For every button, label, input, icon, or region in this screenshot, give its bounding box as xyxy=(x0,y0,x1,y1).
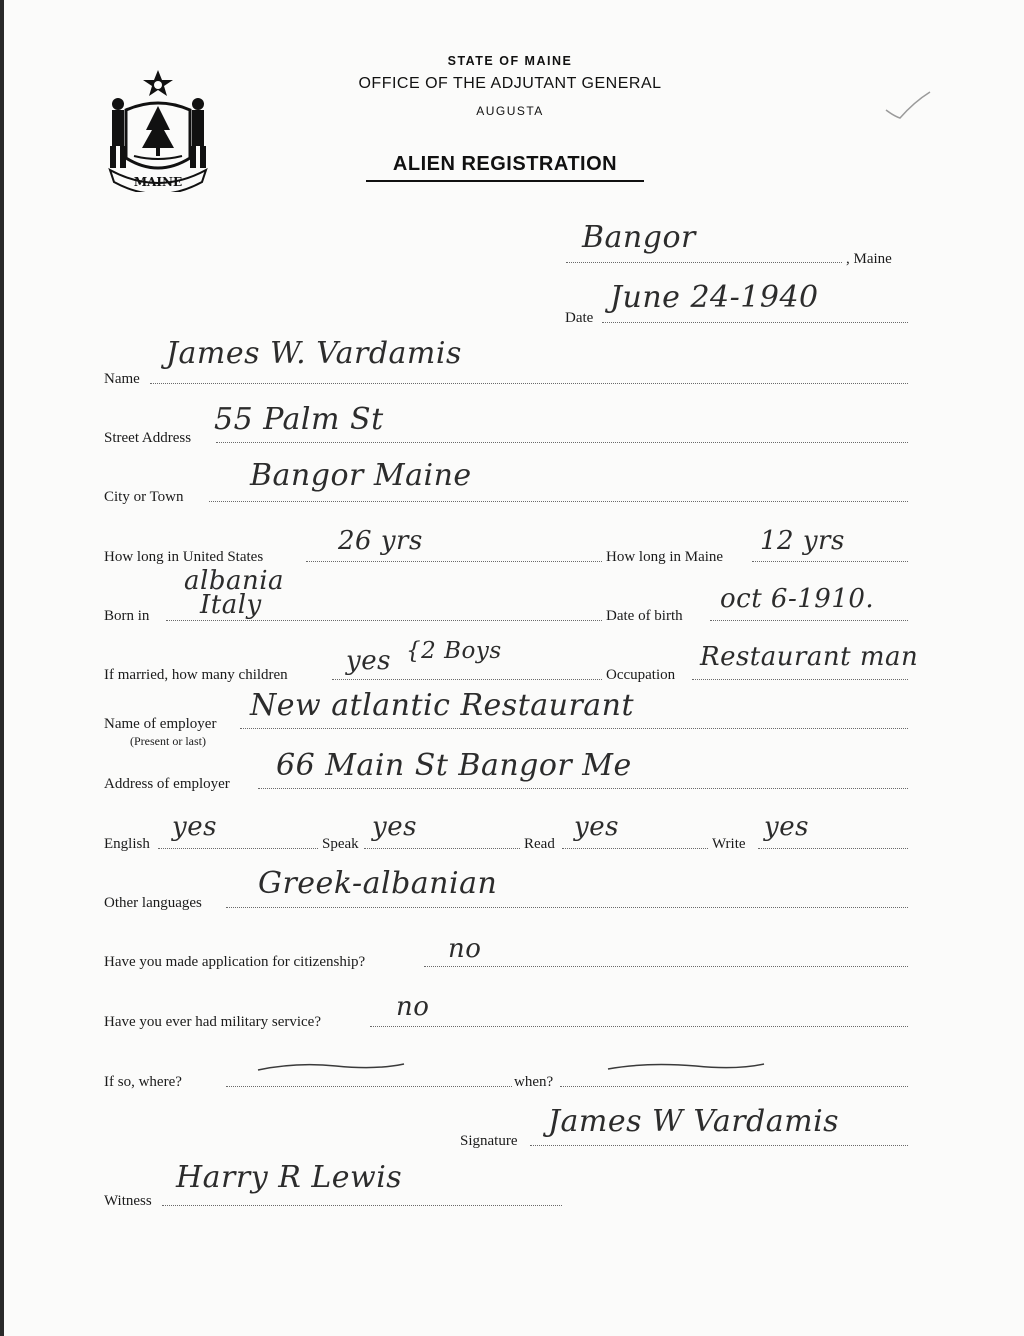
speak-entry: yes xyxy=(372,812,417,842)
married-children-label: If married, how many children xyxy=(104,667,288,683)
write-label: Write xyxy=(712,836,746,852)
read-label: Read xyxy=(524,836,555,852)
city-or-town-label: City or Town xyxy=(104,489,184,505)
date-label: Date xyxy=(565,310,594,326)
english-entry: yes xyxy=(172,812,217,842)
city-or-town-entry: Bangor Maine xyxy=(250,458,472,493)
other-languages-label: Other languages xyxy=(104,895,202,911)
when-dash-stroke xyxy=(606,1060,766,1074)
maine-suffix: , Maine xyxy=(846,251,892,267)
when-line xyxy=(560,1086,908,1087)
citizenship-entry: no xyxy=(448,934,482,964)
where-dash-stroke xyxy=(256,1060,406,1074)
military-question-label: Have you ever had military service? xyxy=(104,1014,321,1030)
date-of-birth-line xyxy=(710,620,908,621)
children-detail-entry: {2 Boys xyxy=(406,638,502,664)
how-long-maine-label: How long in Maine xyxy=(606,549,724,565)
name-label: Name xyxy=(104,371,140,387)
signature-label: Signature xyxy=(460,1133,518,1149)
city-or-town-line xyxy=(209,501,908,502)
write-line xyxy=(758,848,908,849)
title-underline xyxy=(366,180,644,182)
form-title: ALIEN REGISTRATION xyxy=(392,153,618,175)
name-of-employer-line xyxy=(240,728,908,729)
date-line xyxy=(602,322,908,323)
header-office: OFFICE OF THE ADJUTANT GENERAL xyxy=(358,75,662,92)
witness-line xyxy=(162,1205,562,1206)
signature-line xyxy=(530,1145,908,1146)
name-entry: James W. Vardamis xyxy=(166,336,462,371)
occupation-line xyxy=(692,679,908,680)
if-so-where-label: If so, where? xyxy=(104,1074,182,1090)
date-of-birth-label: Date of birth xyxy=(606,608,683,624)
other-languages-line xyxy=(226,907,908,908)
how-long-us-entry: 26 yrs xyxy=(338,526,423,556)
born-in-label: Born in xyxy=(104,608,150,624)
address-of-employer-label: Address of employer xyxy=(104,776,230,792)
street-address-entry: 55 Palm St xyxy=(214,402,384,437)
check-mark-icon xyxy=(880,88,934,124)
name-line xyxy=(150,383,908,384)
how-long-maine-line xyxy=(752,561,908,562)
occupation-label: Occupation xyxy=(606,667,676,683)
speak-line xyxy=(364,848,520,849)
how-long-us-label: How long in United States xyxy=(104,549,264,565)
town-line xyxy=(566,262,842,263)
citizenship-question-label: Have you made application for citizenship? xyxy=(104,954,366,970)
born-in-line xyxy=(166,620,602,621)
write-entry: yes xyxy=(764,812,809,842)
military-entry: no xyxy=(396,992,430,1022)
how-long-maine-entry: 12 yrs xyxy=(760,526,845,556)
svg-text:MAINE: MAINE xyxy=(133,175,183,189)
date-of-birth-entry: oct 6-1910. xyxy=(720,584,875,614)
military-line xyxy=(370,1026,908,1027)
occupation-entry: Restaurant man xyxy=(700,642,919,672)
witness-entry: Harry R Lewis xyxy=(176,1160,403,1195)
name-of-employer-entry: New atlantic Restaurant xyxy=(250,688,635,723)
born-in-entry: Italy xyxy=(200,590,262,620)
header-state: STATE OF MAINE xyxy=(447,54,573,68)
state-seal-icon xyxy=(104,66,212,192)
read-entry: yes xyxy=(574,812,619,842)
street-address-label: Street Address xyxy=(104,430,192,446)
signature-entry: James W Vardamis xyxy=(548,1104,840,1139)
english-label: English xyxy=(104,836,150,852)
town-entry: Bangor xyxy=(582,220,696,255)
born-in-upper-entry: albania xyxy=(184,566,285,596)
name-of-employer-label: Name of employer xyxy=(104,716,217,732)
date-entry: June 24-1940 xyxy=(610,280,819,315)
if-so-where-line xyxy=(226,1086,512,1087)
how-long-us-line xyxy=(306,561,602,562)
read-line xyxy=(562,848,708,849)
present-or-last-note: (Present or last) xyxy=(130,734,206,748)
citizenship-line xyxy=(424,966,908,967)
speak-label: Speak xyxy=(322,836,359,852)
when-label: when? xyxy=(514,1074,554,1090)
header-city: AUGUSTA xyxy=(476,104,544,118)
street-address-line xyxy=(216,442,908,443)
other-languages-entry: Greek-albanian xyxy=(258,866,498,901)
witness-label: Witness xyxy=(104,1193,152,1209)
address-of-employer-entry: 66 Main St Bangor Me xyxy=(276,748,632,783)
english-line xyxy=(158,848,318,849)
scan-edge xyxy=(0,0,4,1336)
married-children-line xyxy=(332,679,602,680)
address-of-employer-line xyxy=(258,788,908,789)
married-children-entry: yes xyxy=(346,646,391,676)
